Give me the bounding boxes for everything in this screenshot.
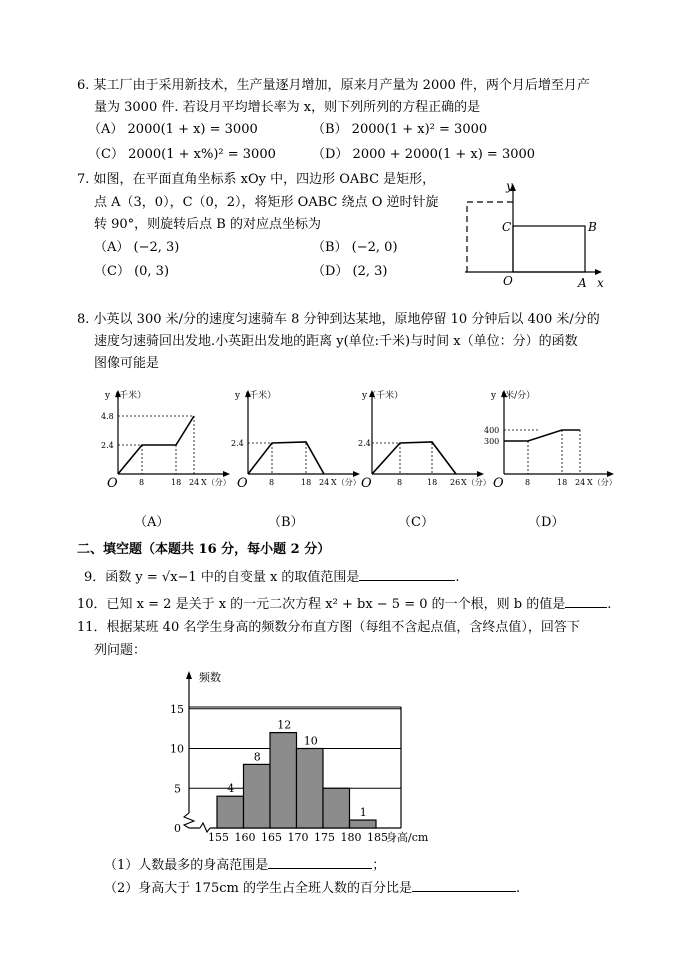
graph-b-xtick: 18 [301, 478, 312, 487]
graph-c-line [372, 442, 456, 474]
graph-b-ytick: 2.4 [231, 439, 244, 448]
graph-b-origin: O [237, 476, 248, 491]
q8-caption-b: （B） [268, 515, 304, 530]
rectangle-oabc [513, 226, 585, 272]
graph-b-xlabel: X（分） [331, 478, 361, 487]
graph-a-xtick: 18 [171, 478, 182, 487]
q7-option-a: （A） (−2, 3) [94, 240, 180, 255]
label-c: C [502, 220, 512, 234]
graph-a-ylabel: y（千米） [105, 391, 147, 401]
graph-c-xtick: 18 [427, 478, 438, 487]
label-x: x [597, 276, 604, 290]
q11-line2: 列问题： [94, 643, 147, 658]
graph-c-xtick: 8 [397, 478, 403, 487]
x-tick-label: 170 [287, 831, 309, 844]
section-title: 二、填空题（本题共 16 分，每小题 2 分） [77, 542, 331, 557]
q9-text: 9．函数 y = √x−1 中的自变量 x 的取值范围是 [84, 570, 360, 585]
graph-c-ytick: 2.4 [358, 439, 371, 448]
graph-d-xtick: 8 [525, 478, 531, 487]
q8-caption-a: （A） [134, 515, 170, 530]
y-axis-title: 频数 [199, 671, 221, 684]
q8-graph-a [98, 384, 238, 494]
graph-c-xlabel: X（分） [461, 478, 491, 487]
q7-option-b: （B） (−2, 0) [312, 240, 398, 255]
q11-sub2-text: （2）身高大于 175cm 的学生占全班人数的百分比是 [104, 881, 412, 896]
q11-sub2-answer-blank[interactable] [412, 877, 516, 892]
x-tick-label: 155 [208, 831, 229, 844]
graph-a-line [118, 416, 194, 474]
graph-a-origin: O [107, 476, 118, 491]
rotated-rectangle [467, 202, 513, 272]
q10-text: 10．已知 x = 2 是关于 x 的一元二次方程 x² + bx − 5 = 0 的一个根，则 b 的值是 [77, 597, 566, 612]
graph-c-origin: O [361, 476, 372, 491]
graph-d-xtick: 24 [575, 478, 586, 487]
graph-a-xtick: 24 [189, 478, 200, 487]
label-o: O [503, 274, 513, 288]
x-tick-label: 165 [261, 831, 282, 844]
graph-d-ylabel: y（米/分） [491, 391, 536, 401]
q8-graph-d [484, 384, 634, 494]
x-axis-title: 身高/cm [386, 831, 429, 844]
q8-line2: 速度匀速骑回出发地.小英距出发地的距离 y(单位:千米)与时间 x（单位：分）的函数 [94, 334, 578, 349]
q10-end: . [607, 597, 612, 612]
label-a: A [578, 276, 587, 290]
x-tick-label: 185 [367, 831, 388, 844]
graph-a-ytick: 4.8 [101, 412, 114, 421]
label-b: B [588, 220, 597, 234]
q9 [84, 566, 460, 588]
x-tick-label: 160 [234, 831, 256, 844]
q7-line2: 点 A（3，0），C（0，2），将矩形 OABC 绕点 O 逆时针旋 [94, 195, 439, 210]
q7-option-c: （C） (0, 3) [94, 264, 170, 279]
q11-sub1-answer-blank[interactable] [268, 854, 372, 869]
q9-answer-blank[interactable] [359, 566, 455, 581]
bar-value-label: 4 [227, 782, 235, 796]
y-tick-label: 5 [174, 782, 181, 796]
q11-sub1-end: ； [372, 858, 386, 873]
q8-graph-c [358, 384, 498, 494]
graph-c-xtick: 26 [450, 478, 461, 487]
x-axis-arrow [595, 269, 602, 275]
y-tick-label: 0 [174, 822, 181, 835]
q8-caption-d: （D） [528, 515, 565, 530]
q7-line3: 转 90°，则旋转后点 B 的对应点坐标为 [94, 217, 321, 232]
q6-line2: 量为 3000 件. 若设月平均增长率为 x，则下列所列的方程正确的是 [94, 100, 481, 115]
q6-option-a: （A） 2000(1 + x) = 3000 [88, 122, 258, 137]
graph-c-ylabel: y（千米） [362, 391, 404, 401]
q7-line1: 7. 如图，在平面直角坐标系 xOy 中，四边形 OABC 是矩形， [77, 172, 436, 187]
q10 [77, 593, 611, 615]
q10-answer-blank[interactable] [565, 593, 607, 608]
graph-b-line [248, 442, 324, 474]
graph-b-xtick: 8 [269, 478, 275, 487]
x-tick-label: 180 [340, 831, 362, 844]
axis-break [184, 813, 194, 828]
histogram-chart [160, 665, 450, 850]
y-tick-label: 15 [170, 702, 184, 716]
label-y: y [506, 179, 513, 193]
graph-a-ytick: 2.4 [101, 441, 114, 450]
q8-graph-b [228, 384, 368, 494]
histogram-bar [217, 796, 244, 828]
histogram-bar [270, 733, 297, 828]
histogram-bar [244, 764, 271, 828]
graph-a-xlabel: X（分） [201, 478, 231, 487]
q7-option-d: （D） (2, 3) [312, 264, 388, 279]
histogram-bar [350, 820, 377, 828]
graph-d-line [504, 430, 580, 441]
graph-a-xtick: 8 [139, 478, 145, 487]
graph-d-xtick: 18 [557, 478, 568, 487]
q11-sub2-end: . [515, 881, 521, 896]
bar-value-label: 12 [277, 718, 292, 732]
bar-value-label: 10 [303, 734, 318, 748]
q8-line3: 图像可能是 [94, 356, 160, 371]
bar-value-label: 8 [253, 750, 261, 764]
x-tick-label: 175 [314, 831, 335, 844]
q11-sub2 [104, 877, 520, 899]
graph-d-ytick: 300 [484, 437, 500, 446]
graph-b-xtick: 24 [319, 478, 330, 487]
graph-b-ylabel: y（千米） [235, 391, 277, 401]
q11-sub1-text: （1）人数最多的身高范围是 [104, 858, 269, 873]
graph-d-origin: O [493, 476, 504, 491]
q6-option-b: （B） 2000(1 + x)² = 3000 [312, 122, 488, 137]
histogram-bar [323, 788, 350, 828]
histogram-bar [297, 749, 324, 829]
q7-figure [460, 178, 610, 290]
y-tick-label: 10 [170, 742, 184, 756]
q8-line1: 8. 小英以 300 米/分的速度匀速骑车 8 分钟到达某地，原地停留 10 分钟后以 400 米/分的 [77, 312, 600, 327]
q9-end: . [455, 570, 460, 585]
q6-option-d: （D） 2000 + 2000(1 + x) = 3000 [312, 147, 536, 162]
q6-line1: 6. 某工厂由于采用新技术，生产量逐月增加，原来月产量为 2000 件，两个月后增至月产 [77, 78, 590, 93]
q11-sub1 [104, 854, 385, 876]
bar-value-label: 1 [359, 806, 367, 820]
q6-option-c: （C） 2000(1 + x%)² = 3000 [88, 147, 276, 162]
graph-d-ytick: 400 [484, 426, 500, 435]
q11-line1: 11．根据某班 40 名学生身高的频数分布直方图（每组不含起点值，含终点值），回答下 [77, 620, 580, 635]
graph-d-xlabel: X（分） [587, 478, 617, 487]
q8-caption-c: （C） [398, 515, 434, 530]
